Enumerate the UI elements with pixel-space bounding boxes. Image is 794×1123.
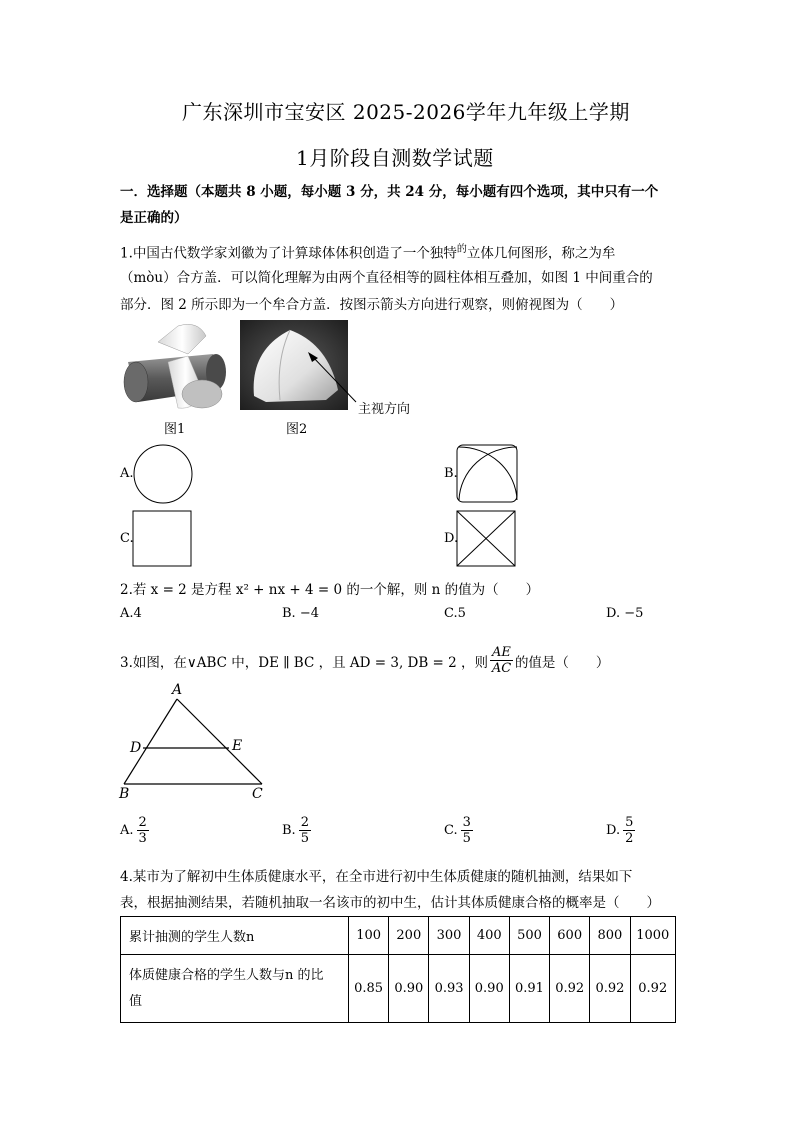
- q3-stem-fraction: [490, 645, 513, 676]
- q1-option-d-figure: [456, 510, 518, 568]
- q3-option-b-den: 5: [300, 831, 309, 846]
- q3-option-c: [444, 815, 473, 846]
- section-header-line2: 是正确的）: [120, 210, 188, 226]
- figure-2-caption: 图2: [286, 422, 308, 437]
- title-line1: 广东深圳市宝安区 2025-2026学年九年级上学期: [182, 100, 630, 124]
- q3-option-a: [120, 815, 149, 846]
- q3-option-b: [282, 815, 311, 846]
- table-cell: 0.92: [630, 955, 675, 1023]
- table-cell: 0.91: [509, 955, 549, 1023]
- table-cell: 1000: [630, 917, 675, 955]
- q1-option-c-label: C.: [120, 531, 134, 546]
- q3-label-b: B: [119, 786, 130, 802]
- q1-option-d-label: D.: [444, 531, 459, 546]
- title-line2: 1月阶段自测数学试题: [296, 146, 494, 170]
- q3-option-d-fraction: [623, 815, 635, 846]
- q3-option-a-fraction: [137, 815, 149, 846]
- q2-option-b: B. −4: [282, 606, 319, 621]
- q3-option-b-num: 2: [300, 815, 309, 830]
- q3-stem-a: 3.如图，在∨ABC 中，DE ∥ BC ，且 AD = 3, DB = 2 ，则: [120, 654, 489, 671]
- q1-option-b-figure: [456, 444, 520, 504]
- q3-frac-den: AC: [491, 661, 512, 676]
- q3-stem: [120, 645, 609, 676]
- q3-frac-num: AE: [492, 645, 511, 660]
- table-row2-header: [121, 955, 349, 1023]
- table-row2-header-a: 体质健康合格的学生人数与n 的比: [129, 967, 324, 983]
- q3-label-a: A: [172, 682, 183, 698]
- table-row: [121, 955, 676, 1023]
- q3-option-c-num: 3: [462, 815, 471, 830]
- q4-line1: 4.某市为了解初中生体质健康水平，在全市进行初中生体质健康的随机抽测，结果如下: [120, 869, 633, 885]
- figure-1-image: [118, 322, 230, 414]
- q3-option-c-den: 5: [462, 831, 471, 846]
- table-row1-header: 累计抽测的学生人数n: [121, 917, 349, 955]
- q3-option-a-letter: A.: [120, 823, 134, 838]
- table-cell: 0.85: [349, 955, 389, 1023]
- q4-line2: 表，根据抽测结果，若随机抽取一名该市的初中生，估计其体质健康合格的概率是（ ）: [120, 895, 660, 911]
- q4-data-table: [120, 916, 676, 1023]
- q2-option-d: D. −5: [606, 606, 644, 621]
- table-cell: 600: [550, 917, 590, 955]
- q3-option-a-num: 2: [138, 815, 147, 830]
- q3-option-d-letter: D.: [606, 823, 621, 838]
- view-direction-arrow-icon: [300, 350, 360, 406]
- q3-label-e: E: [232, 738, 243, 754]
- q1-option-a-label: A.: [120, 466, 134, 481]
- q3-option-b-fraction: [299, 815, 311, 846]
- figure-1-caption: 图1: [164, 422, 186, 437]
- table-cell: 0.92: [590, 955, 630, 1023]
- q3-option-d-den: 2: [625, 831, 634, 846]
- q1-option-c-square: [132, 510, 194, 568]
- table-cell: 200: [389, 917, 429, 955]
- q3-label-c: C: [252, 786, 263, 802]
- section-header-line1: 一．选择题（本题共 8 小题，每小题 3 分，共 24 分，每小题有四个选项，其中只有一个: [120, 184, 659, 200]
- table-cell: 0.92: [550, 955, 590, 1023]
- q3-stem-b: 的值是（ ）: [514, 654, 610, 671]
- q1-option-b-label: B.: [444, 466, 458, 481]
- q3-option-d-num: 5: [625, 815, 634, 830]
- q1-line2: （mòu）合方盖．可以简化理解为由两个直径相等的圆柱体相互叠加，如图 1 中间重合的: [120, 270, 653, 286]
- table-cell: 300: [429, 917, 469, 955]
- q3-option-d: [606, 815, 635, 846]
- view-direction-label: 主视方向: [358, 402, 411, 417]
- q1-line3: 部分．图 2 所示即为一个牟合方盖．按图示箭头方向进行观察，则俯视图为（ ）: [120, 297, 624, 313]
- q2-stem: 2.若 x = 2 是方程 x² + nx + 4 = 0 的一个解，则 n 的值为（ ）: [120, 582, 540, 598]
- table-cell: 400: [469, 917, 509, 955]
- table-cell: 500: [509, 917, 549, 955]
- q1-line1-a: 1.中国古代数学家刘徽为了计算球体体积创造了一个独特: [120, 245, 457, 262]
- q3-option-c-letter: C.: [444, 823, 458, 838]
- q3-option-b-letter: B.: [282, 823, 296, 838]
- q2-option-a: A.4: [120, 606, 142, 621]
- q1-option-a-circle: [132, 444, 194, 504]
- q2-option-c: C.5: [444, 606, 466, 621]
- q1-line1: [120, 240, 615, 262]
- table-cell: 0.93: [429, 955, 469, 1023]
- q1-line1-b: 立体几何图形，称之为牟: [466, 245, 616, 262]
- table-row2-header-b: 值: [129, 993, 143, 1009]
- table-cell: 0.90: [469, 955, 509, 1023]
- q3-label-d: D: [130, 740, 142, 756]
- q1-de: 的: [456, 244, 467, 255]
- q3-option-a-den: 3: [138, 831, 147, 846]
- table-row: [121, 917, 676, 955]
- table-cell: 800: [590, 917, 630, 955]
- table-cell: 100: [349, 917, 389, 955]
- table-cell: 0.90: [389, 955, 429, 1023]
- q3-option-c-fraction: [461, 815, 473, 846]
